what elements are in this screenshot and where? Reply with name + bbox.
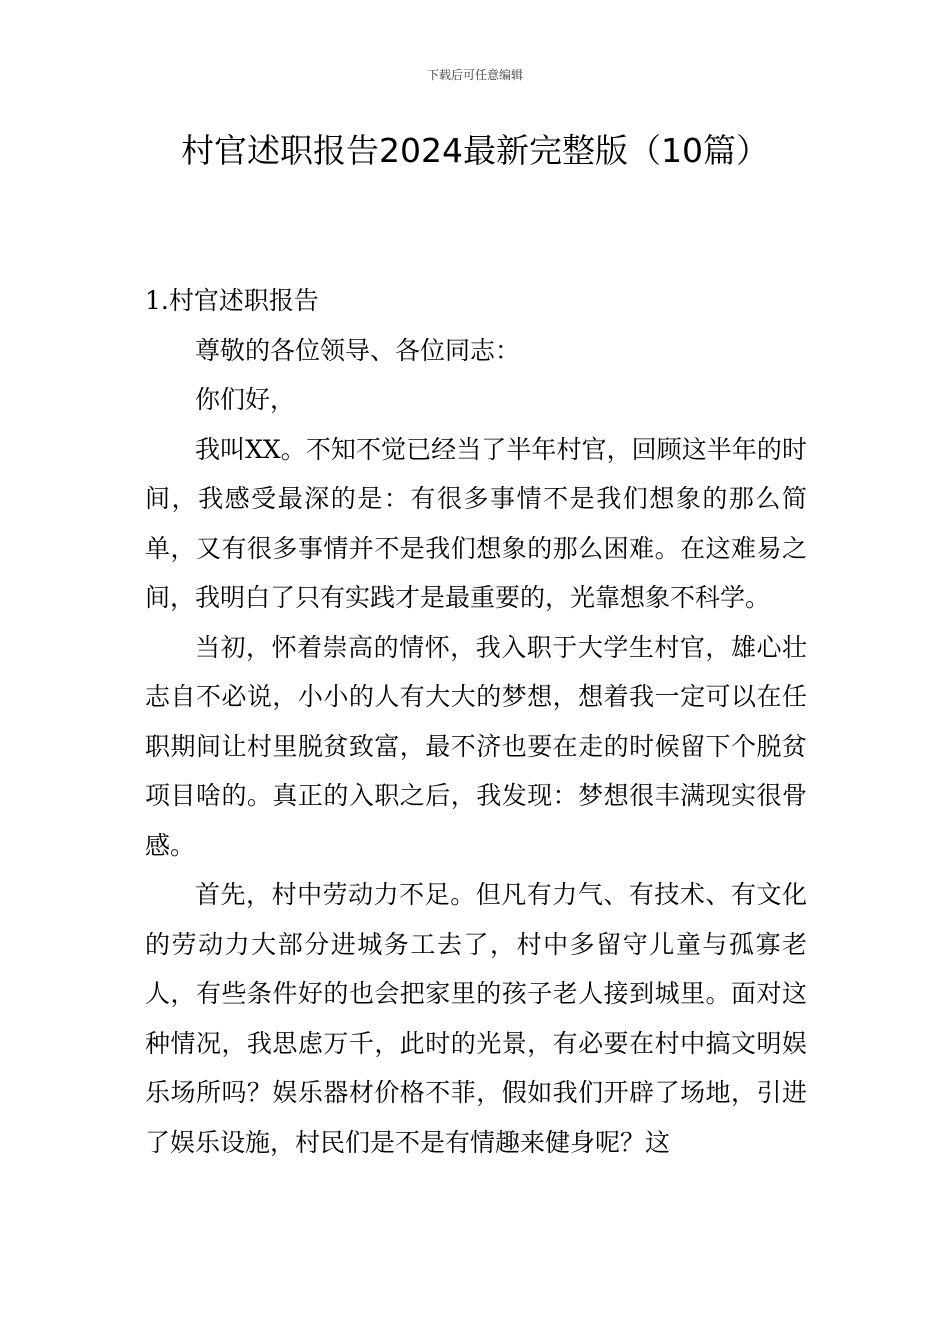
paragraph-salutation: 尊敬的各位领导、各位同志： [195,335,521,365]
section-heading: 1.村官述职报告 [145,286,319,315]
paragraph-introduction: 我叫XX。不知不觉已经当了半年村官，回顾这半年的时间，我感受最深的是：有很多事情不是我们想象的那么简单，又有很多事情并不是我们想象的那么困难。在这难易之间，我明白了只有实践才是最重要的，光靠想象不科学。 [145,434,807,612]
document-title: 村官述职报告2024最新完整版（10篇） [181,131,769,170]
header-note: 下载后可任意编辑 [426,68,523,82]
document-body [145,276,807,1167]
paragraph-greeting: 你们好， [195,385,296,414]
paragraph-initial-aspiration: 当初，怀着崇高的情怀，我入职于大学生村官，雄心壮志自不必说，小小的人有大大的梦想，想着我一定可以在任职期间让村里脱贫致富，最不济也要在走的时候留下个脱贫项目啥的。真正的入职之后，我发现：梦想很丰满现实很骨感。 [145,632,807,860]
paragraph-labor-shortage: 首先，村中劳动力不足。但凡有力气、有技术、有文化的劳动力大部分进城务工去了，村中多留守儿童与孤寡老人，有些条件好的也会把家里的孩子老人接到城里。面对这种情况，我思虑万千，此时的光景，有必要在村中搞文明娱乐场所吗？娱乐器材价格不菲，假如我们开辟了场地，引进了娱乐设施，村民们是不是有情趣来健身呢？这 [145,880,807,1157]
